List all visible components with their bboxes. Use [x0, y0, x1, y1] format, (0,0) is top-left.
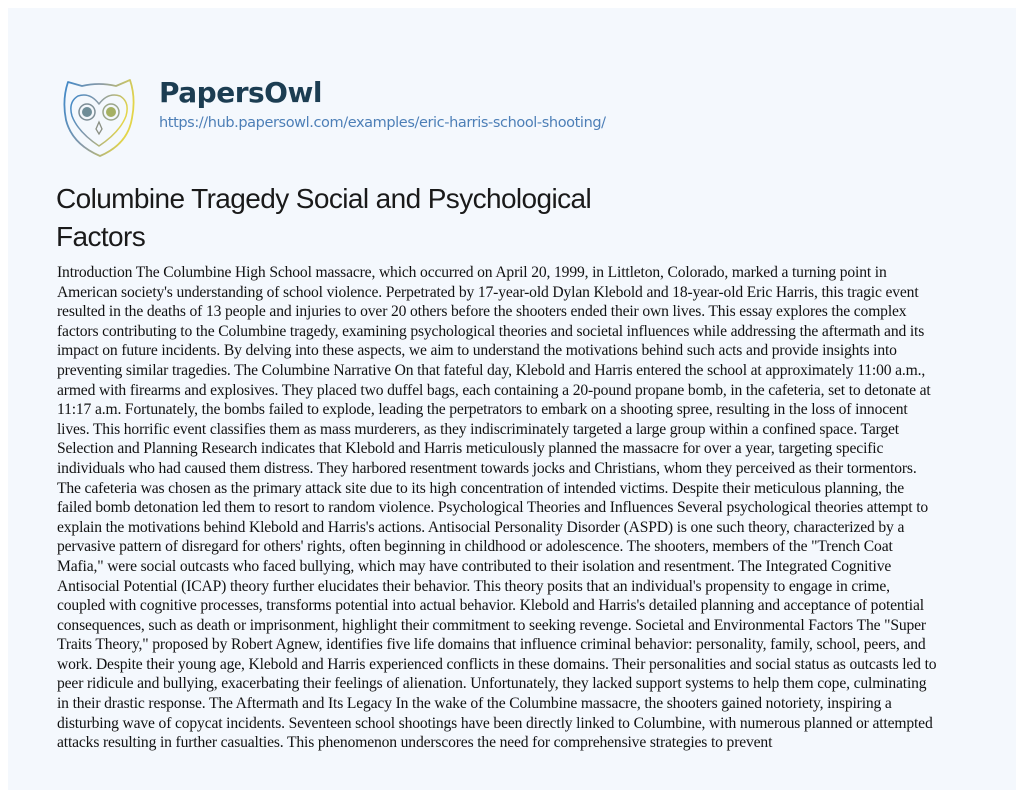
body-line: explain the motivations behind Klebold and Harris's actions. Antisocial Personality Disorder (ASPD) is one such theory, characterized by a: [57, 518, 905, 536]
body-line: Mafia," were social outcasts who faced bullying, which may have contributed to their isolation and resentment. The Integrated Cognitive: [57, 557, 892, 575]
body-line: American society's understanding of school violence. Perpetrated by 17-year-old Dylan Klebold and 18-year-old Eric Harris, this tragic event: [57, 283, 919, 301]
body-line: Traits Theory," proposed by Robert Agnew, identifies five life domains that influence criminal behavior: personality, family, school, peers, and: [57, 636, 926, 654]
body-line: coupled with cognitive processes, transforms potential into actual behavior. Klebold and Harris's detailed planning and acceptance of potential: [57, 597, 924, 615]
body-line: resulted in the deaths of 13 people and injuries to over 20 others before the shooters ended their own lives. This essay explores the complex: [57, 303, 907, 321]
body-line: Antisocial Potential (ICAP) theory further elucidates their behavior. This theory posits that an individual's propensity to engage in crime,: [57, 577, 890, 595]
body-line: 11:17 a.m. Fortunately, the bombs failed to explode, leading the perpetrators to embark on a shooting spree, resulting in the loss of innocent: [57, 401, 908, 419]
source-url-link[interactable]: https://hub.papersowl.com/examples/eric-harris-school-shooting/: [159, 115, 606, 131]
body-line: individuals who had caused them distress. They harbored resentment towards jocks and Christians, whom they perceived as their tormentors.: [57, 459, 917, 477]
owl-logo-icon: [60, 74, 138, 158]
body-line: Introduction The Columbine High School massacre, which occurred on April 20, 1999, in Littleton, Colorado, marked a turning point in: [57, 264, 887, 281]
body-line: preventing similar tragedies. The Columbine Narrative On that fateful day, Klebold and Harris entered the school at approximately 11:00 a.m.,: [57, 361, 926, 379]
body-line: factors contributing to the Columbine tragedy, examining psychological theories and societal influences while addressing the aftermath and its: [57, 322, 925, 340]
body-line: consequences, such as death or imprisonment, highlight their commitment to seeking revenge. Societal and Environmental Factors The "Super: [57, 616, 926, 634]
title-line: Factors: [56, 221, 146, 252]
body-line: Selection and Planning Research indicates that Klebold and Harris meticulously planned the massacre for over a year, targeting specific: [57, 440, 884, 458]
body-line: impact on future incidents. By delving into these aspects, we aim to understand the motivations behind such acts and provide insights into: [57, 342, 897, 360]
body-line: in their drastic response. The Aftermath and Its Legacy In the wake of the Columbine massacre, the shooters gained notoriety, inspiring a: [57, 695, 892, 713]
body-line: peer ridicule and bullying, exacerbating their feelings of alienation. Unfortunately, they lacked support systems to help them cope, culminating: [57, 675, 927, 693]
page-panel: [8, 8, 1016, 790]
body-line: disturbing wave of copycat incidents. Seventeen school shootings have been directly linked to Columbine, with numerous planned or attempted: [57, 714, 933, 732]
body-line: failed bomb detonation led them to resort to random violence. Psychological Theories and Influences Several psychological theories attempt to: [57, 499, 929, 517]
brand-name: PapersOwl: [159, 76, 322, 109]
title-line: Columbine Tragedy Social and Psychological: [56, 183, 592, 214]
body-line: The cafeteria was chosen as the primary attack site due to its high concentration of intended victims. Despite their meticulous planning, the: [57, 479, 905, 497]
article-body: [57, 263, 1017, 753]
body-line: attacks resulting in further casualties. This phenomenon underscores the need for comprehensive strategies to prevent: [57, 734, 773, 752]
body-line: work. Despite their young age, Klebold and Harris experienced conflicts in these domains. Their personalities and social status as outcasts led to: [57, 655, 937, 673]
body-line: pervasive pattern of disregard for others' rights, often beginning in childhood or adolescence. The shooters, members of the "Trench Coat: [57, 538, 893, 556]
body-line: lives. This horrific event classifies them as mass murderers, as they indiscriminately targeted a large group within a confined space. Target: [57, 420, 899, 438]
body-line: armed with firearms and explosives. They placed two duffel bags, each containing a 20-pound propane bomb, in the cafeteria, set to detonate at: [57, 381, 931, 399]
article-title: [56, 180, 696, 256]
